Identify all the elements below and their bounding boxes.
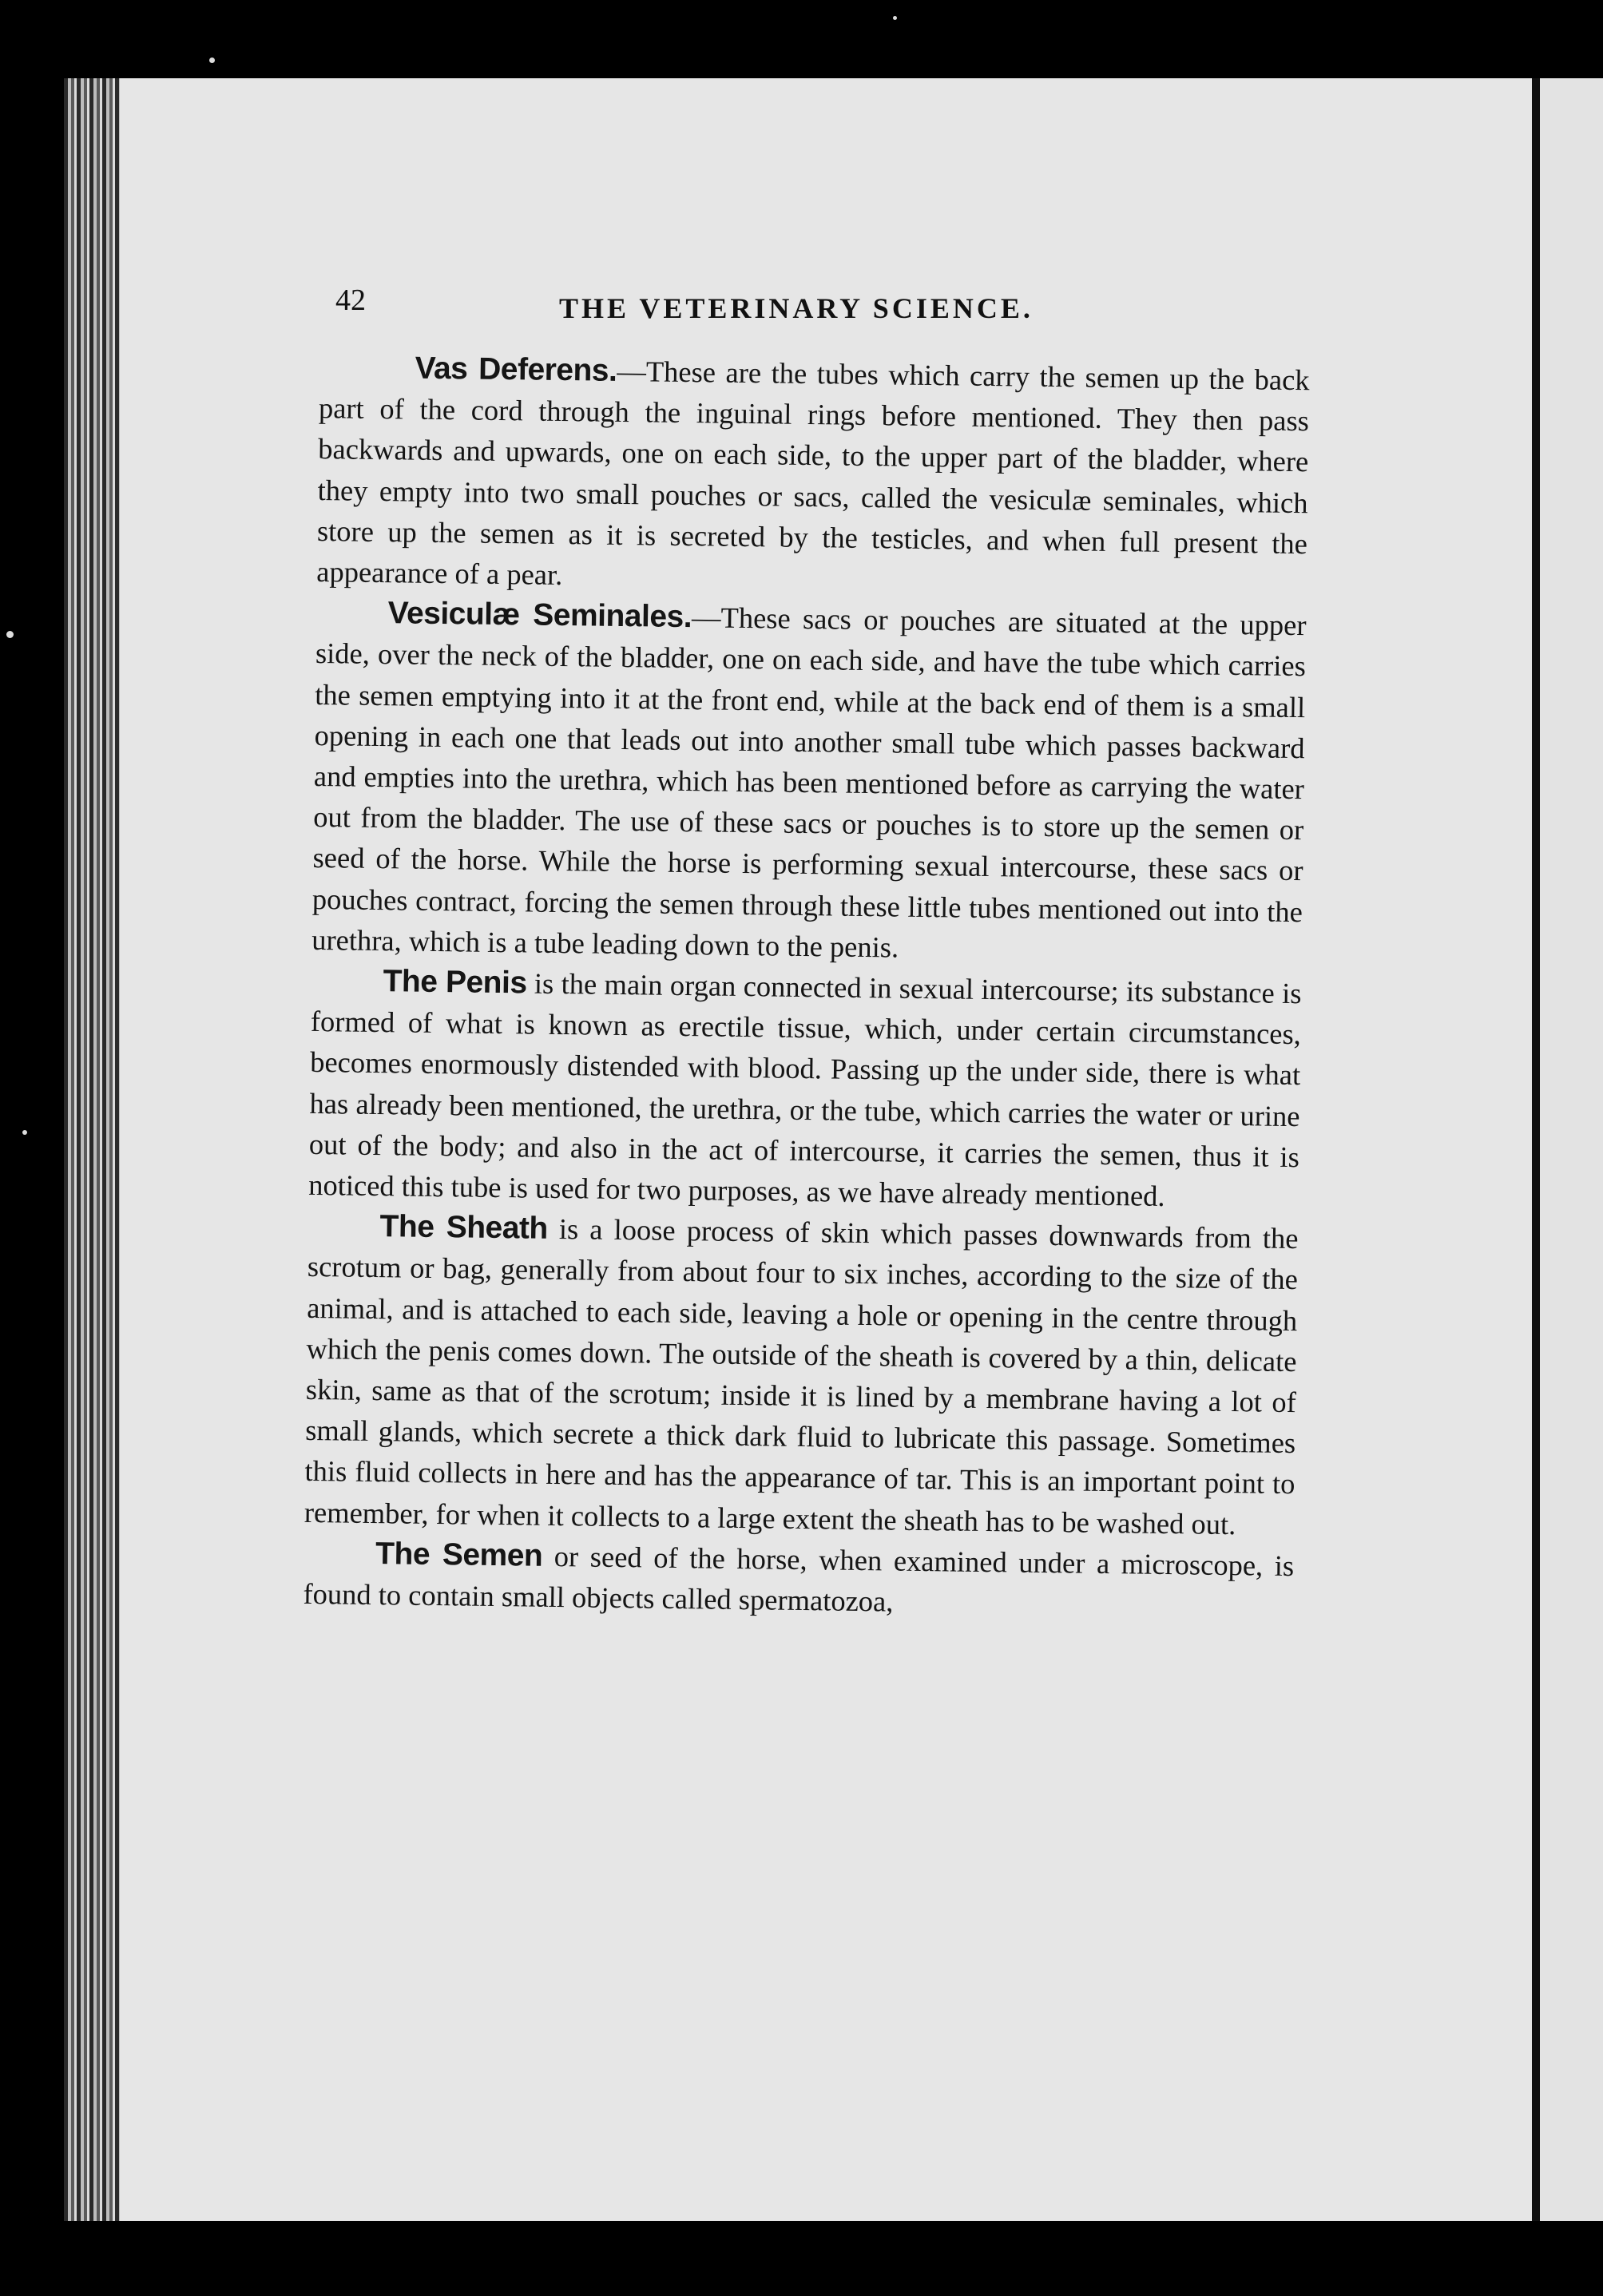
paragraph-text: is a loose process of skin which passes downwards from the scrotum or bag, generally from about four to six inches, according to the size of the animal, and is attached to each side, leaving a hole or opening in the centre through which the penis comes down. The outside of the sheath is covered by a thin, delicate skin, same as that of the scrotum; inside it is lined by a membrane having a lot of small glands, which secrete a thick dark fluid to lubricate this passage. Sometimes this fluid collects in here and has the appearance of tar. This is an important point to remember, for when it collects to a large extent the sheath has to be washed out. [304,1212,1299,1541]
page-number: 42 [335,284,366,317]
scan-dust-speck [893,16,897,20]
adjacent-page-edge [1540,78,1603,2221]
scan-dust-speck [6,631,14,638]
body-text [303,347,1310,1627]
heading-penis: The Penis [383,964,527,1001]
paragraph-text: or seed of the horse, when examined under a microscope, is found to contain small objects called spermatozoa, [303,1539,1295,1618]
paragraph-vas-deferens [316,347,1310,605]
heading-semen: The Semen [375,1536,543,1573]
scan-dust-speck [209,57,215,63]
paragraph-text: —These sacs or pouches are situated at the upper side, over the neck of the bladder, one on each side, and have the tube which carries the semen emptying into it at the front end, while at the back end of them is a small opening in each one that leads out into another small tube which passes backward and empties into the urethra, which has been mentioned before as carrying the water out from the bladder. The use of these sacs or pouches is to store up the semen or seed of the horse. While the horse is performing sexual intercourse, these sacs or pouches contract, forcing the semen through these little tubes mentioned out into the urethra, which is a tube leading down to the penis. [311,601,1307,964]
book-spine-gutter [64,78,126,2221]
scan-dust-speck [22,1130,27,1135]
page-edge-shadow [1532,78,1540,2221]
heading-vas-deferens: Vas Deferens. [415,351,617,388]
paragraph-sheath [304,1205,1299,1545]
paragraph-text: —These are the tubes which carry the semen up the back part of the cord through the inguinal rings before mentioned. They then pass backwards and upwards, one on each side, to the upper part of the bladder, where they empty into two small pouches or sacs, called the vesiculæ seminales, which store up the semen as it is secreted by the testicles, and when full present the appearance of a pear. [316,354,1310,592]
paragraph-text: is the main organ connected in sexual intercourse; its substance is formed of what is known as erectile tissue, which, under certain circumstances, becomes enormously distended with blood. Passing up the under side, there is what has already been mentioned, the urethra, or the tube, which carries the water or urine out of the body; and also in the act of intercourse, it carries the semen, thus it is noticed this tube is used for two purposes, as we have already mentioned. [308,966,1302,1213]
heading-vesiculae-seminales: Vesiculæ Seminales. [387,596,692,635]
paragraph-semen [303,1533,1294,1628]
heading-sheath: The Sheath [379,1209,549,1247]
paragraph-penis [308,960,1302,1218]
paragraph-vesiculae-seminales [311,592,1307,973]
running-head: THE VETERINARY SCIENCE. [559,292,1034,324]
